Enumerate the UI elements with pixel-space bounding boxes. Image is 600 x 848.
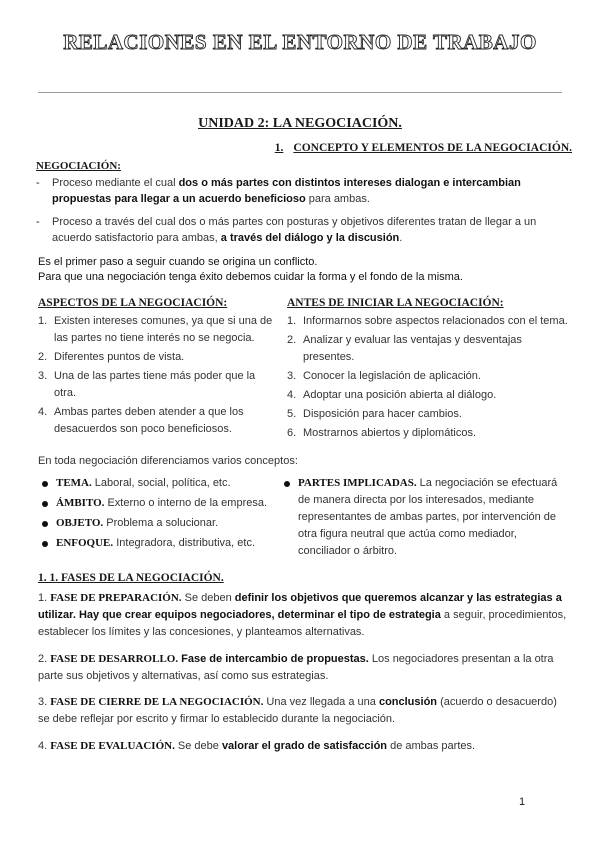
concept-key: OBJETO. bbox=[56, 517, 104, 529]
definition-highlight: a través del diálogo y la discusión bbox=[220, 232, 400, 244]
conflict-line: Para que una negociación tenga éxito debemos cuidar la forma y el fondo de la misma. bbox=[38, 271, 463, 283]
phase-text: Una vez llegada a una bbox=[263, 696, 379, 708]
bullet-icon bbox=[42, 481, 48, 487]
concept-item bbox=[38, 495, 274, 512]
phase-paragraph bbox=[38, 651, 568, 685]
section-title-text: CONCEPTO Y ELEMENTOS DE LA NEGOCIACIÓN. bbox=[293, 142, 572, 154]
phase-highlight: conclusión bbox=[378, 696, 438, 708]
item-text: Una de las partes tiene más poder que la otra. bbox=[54, 370, 256, 399]
item-text: Mostrarnos abiertos y diplomáticos. bbox=[303, 427, 477, 439]
phase-text: (acuerdo o desacuerdo) se debe reflejar por escrito y firmar lo establecido durante la negociación. bbox=[38, 696, 557, 725]
phase-text: Se deben bbox=[181, 592, 235, 604]
phase-number: 4. bbox=[38, 740, 48, 752]
concept-item bbox=[38, 535, 274, 552]
definition-item bbox=[36, 175, 576, 207]
concepts-right-list bbox=[280, 475, 570, 563]
item-number: 5. bbox=[287, 408, 297, 420]
definition-highlight: dos o más partes con distintos intereses dialogan e intercambian propuestas para llegar a un acuerdo beneficioso bbox=[52, 177, 521, 205]
phase-text: de ambas partes. bbox=[387, 740, 476, 752]
unit-title: UNIDAD 2: LA NEGOCIACIÓN. bbox=[198, 116, 402, 131]
definition-text: Proceso mediante el cual bbox=[52, 177, 179, 189]
bullet-icon bbox=[42, 501, 48, 507]
item-text: Ambas partes deben atender a que los desacuerdos son poco beneficiosos. bbox=[54, 406, 244, 435]
item-text: Existen intereses comunes, ya que si una de las partes no tiene interés no se negocia. bbox=[54, 315, 273, 344]
item-number: 2. bbox=[287, 334, 297, 346]
concept-key: PARTES IMPLICADAS. bbox=[298, 477, 417, 489]
phase-key: FASE DE CIERRE DE LA NEGOCIACIÓN. bbox=[50, 696, 264, 708]
item-number: 4. bbox=[38, 406, 48, 418]
list-item bbox=[38, 349, 280, 366]
item-number: 4. bbox=[287, 389, 297, 401]
list-item bbox=[287, 313, 575, 330]
antes-list bbox=[287, 313, 575, 442]
phase-key: FASE DE EVALUACIÓN. bbox=[50, 740, 175, 752]
bullet-icon bbox=[42, 521, 48, 527]
concept-item bbox=[280, 475, 570, 560]
concept-text: Problema a solucionar. bbox=[103, 517, 219, 529]
item-number: 6. bbox=[287, 427, 297, 439]
bullet-icon bbox=[42, 541, 48, 547]
negociacion-label: NEGOCIACIÓN: bbox=[36, 160, 121, 172]
item-number: 3. bbox=[38, 370, 48, 382]
list-item bbox=[38, 404, 280, 438]
concept-text: Integradora, distributiva, etc. bbox=[113, 537, 256, 549]
item-text: Diferentes puntos de vista. bbox=[54, 351, 185, 363]
phase-text: a seguir, procedimientos, establecer los límites y las concesiones, y planteamos alternativas. bbox=[38, 609, 567, 638]
phase-number: 1. bbox=[38, 592, 48, 604]
phase-number: 3. bbox=[38, 696, 48, 708]
item-number: 3. bbox=[287, 370, 297, 382]
concept-text: La negociación se efectuará de manera directa por los interesados, mediante representantes de ambas partes, por intervención de otra figura neutral que actúa como mediador, conciliador o árbitro. bbox=[298, 477, 558, 557]
dash-marker: - bbox=[36, 216, 40, 228]
item-text: Disposición para hacer cambios. bbox=[303, 408, 462, 420]
phase-highlight: definir los objetivos que queremos alcanzar y las estrategias a utilizar. Hay que crear equipos negociadores, determinar el tipo de estrategia bbox=[38, 592, 562, 621]
list-item bbox=[287, 425, 575, 442]
phases-section-title: 1. 1. FASES DE LA NEGOCIACIÓN. bbox=[38, 572, 224, 584]
aspectos-column bbox=[38, 297, 280, 440]
dash-marker: - bbox=[36, 177, 40, 189]
page-number: 1 bbox=[519, 796, 526, 808]
antes-title: ANTES DE INICIAR LA NEGOCIACIÓN: bbox=[287, 297, 504, 309]
phase-text: Los negociadores presentan a la otra parte sus objetivos y alternativas, así como sus estrategias. bbox=[38, 653, 554, 682]
header-divider bbox=[38, 92, 562, 93]
list-item bbox=[38, 368, 280, 402]
phase-highlight: valorar el grado de satisfacción bbox=[221, 740, 388, 752]
conflict-paragraph bbox=[38, 255, 568, 285]
phase-paragraph bbox=[38, 590, 568, 641]
item-number: 1. bbox=[38, 315, 48, 327]
concepts-left-list bbox=[38, 475, 274, 555]
concept-key: ENFOQUE. bbox=[56, 537, 114, 549]
concept-item bbox=[38, 515, 274, 532]
item-text: Informarnos sobre aspectos relacionados con el tema. bbox=[303, 315, 568, 327]
section-number: 1. bbox=[274, 142, 284, 154]
concept-text: Externo o interno de la empresa. bbox=[104, 497, 268, 509]
item-number: 1. bbox=[287, 315, 297, 327]
definition-text: para ambas. bbox=[305, 193, 370, 205]
definition-text: Proceso a través del cual dos o más partes con posturas y objetivos diferentes tratan de llegar a un acuerdo satisfactorio para ambas, bbox=[52, 216, 537, 244]
phase-key: FASE DE PREPARACIÓN. bbox=[50, 592, 182, 604]
section-title bbox=[275, 142, 572, 154]
phase-text: Se debe bbox=[174, 740, 222, 752]
concept-key: TEMA. bbox=[56, 477, 92, 489]
aspectos-title: ASPECTOS DE LA NEGOCIACIÓN: bbox=[38, 297, 228, 309]
item-text: Adoptar una posición abierta al diálogo. bbox=[303, 389, 497, 401]
concept-item bbox=[38, 475, 274, 492]
item-number: 2. bbox=[38, 351, 48, 363]
conflict-line: Es el primer paso a seguir cuando se origina un conflicto. bbox=[38, 256, 318, 268]
definition-item bbox=[36, 214, 576, 246]
bullet-icon bbox=[284, 481, 290, 487]
aspectos-list bbox=[38, 313, 280, 438]
list-item bbox=[287, 332, 575, 366]
phase-paragraph bbox=[38, 738, 568, 755]
phase-key: FASE DE DESARROLLO. bbox=[50, 653, 179, 665]
item-text: Conocer la legislación de aplicación. bbox=[303, 370, 481, 382]
list-item bbox=[287, 368, 575, 385]
antes-column bbox=[287, 297, 575, 444]
definition-text: . bbox=[399, 232, 403, 244]
list-item bbox=[287, 406, 575, 423]
phase-paragraph bbox=[38, 694, 568, 728]
list-item bbox=[287, 387, 575, 404]
list-item bbox=[38, 313, 280, 347]
concept-key: ÁMBITO. bbox=[56, 497, 105, 509]
document-header: RELACIONES EN EL ENTORNO DE TRABAJO bbox=[63, 30, 537, 54]
phase-highlight: Fase de intercambio de propuestas. bbox=[181, 653, 369, 665]
concepts-intro: En toda negociación diferenciamos varios conceptos: bbox=[38, 455, 298, 467]
item-text: Analizar y evaluar las ventajas y desventajas presentes. bbox=[303, 334, 522, 363]
phase-number: 2. bbox=[38, 653, 48, 665]
concept-text: Laboral, social, política, etc. bbox=[91, 477, 231, 489]
